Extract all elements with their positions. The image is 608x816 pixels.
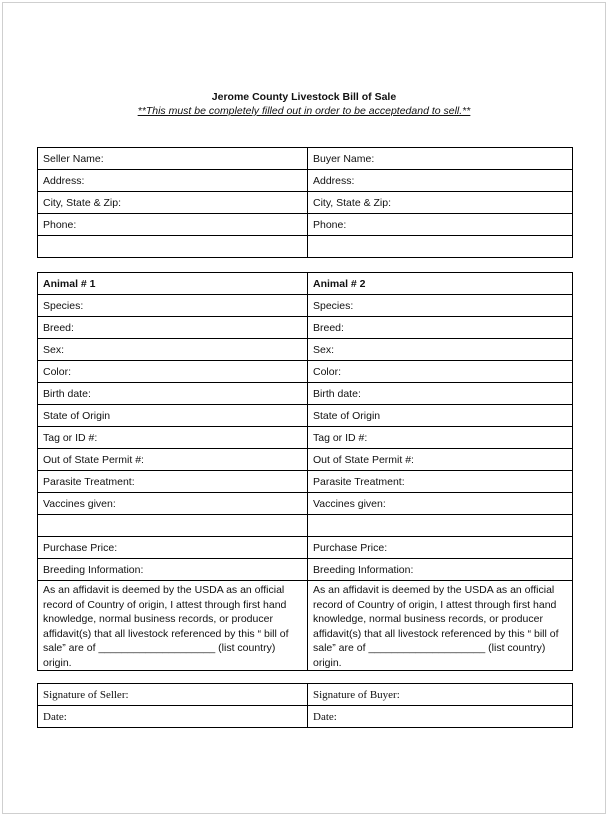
table-row (38, 449, 573, 471)
form-subtitle: **This must be completely filled out in order to be acceptedand to sell.** (137, 105, 471, 117)
buyer-blank-field[interactable] (308, 236, 573, 258)
table-row (38, 405, 573, 427)
buyer-city-state-zip-field[interactable]: City, State & Zip: (308, 192, 573, 214)
buyer-signature-field[interactable]: Signature of Buyer: (308, 684, 573, 706)
animal-1-parasite-treatment-field[interactable]: Parasite Treatment: (38, 471, 308, 493)
animal-1-vaccines-field[interactable]: Vaccines given: (38, 493, 308, 515)
animal-1-breeding-info-field[interactable]: Breeding Information: (38, 559, 308, 581)
table-row (38, 471, 573, 493)
table-row (38, 559, 573, 581)
buyer-phone-field[interactable]: Phone: (308, 214, 573, 236)
animal-2-color-field[interactable]: Color: (308, 361, 573, 383)
table-row (38, 236, 573, 258)
animal-2-header: Animal # 2 (308, 273, 573, 295)
buyer-address-field[interactable]: Address: (308, 170, 573, 192)
animal-1-species-field[interactable]: Species: (38, 295, 308, 317)
seller-blank-field[interactable] (38, 236, 308, 258)
table-row (38, 515, 573, 537)
animal-2-tag-id-field[interactable]: Tag or ID #: (308, 427, 573, 449)
table-row (38, 684, 573, 706)
signature-table (37, 683, 573, 728)
animal-2-breeding-info-field[interactable]: Breeding Information: (308, 559, 573, 581)
table-row (38, 170, 573, 192)
seller-phone-field[interactable]: Phone: (38, 214, 308, 236)
table-row (38, 581, 573, 671)
animal-2-breed-field[interactable]: Breed: (308, 317, 573, 339)
animal-1-state-of-origin-field[interactable]: State of Origin (38, 405, 308, 427)
animal-1-breed-field[interactable]: Breed: (38, 317, 308, 339)
table-row (38, 295, 573, 317)
animal-2-permit-field[interactable]: Out of State Permit #: (308, 449, 573, 471)
seller-signature-field[interactable]: Signature of Seller: (38, 684, 308, 706)
table-row (38, 383, 573, 405)
animal-1-header: Animal # 1 (38, 273, 308, 295)
parties-table (37, 147, 573, 258)
table-row (38, 148, 573, 170)
buyer-date-field[interactable]: Date: (308, 706, 573, 728)
table-row (38, 493, 573, 515)
table-row (38, 706, 573, 728)
table-row (38, 537, 573, 559)
animal-1-permit-field[interactable]: Out of State Permit #: (38, 449, 308, 471)
table-row (38, 427, 573, 449)
animal-2-affidavit-text: As an affidavit is deemed by the USDA as an official record of Country of origin, I attest through first hand knowledge, normal business records, or producer affidavit(s) that all livestock referenced by this “ bill of sale” are of ____________________ (list country) origin. (308, 581, 573, 671)
animal-2-purchase-price-field[interactable]: Purchase Price: (308, 537, 573, 559)
table-row (38, 339, 573, 361)
seller-address-field[interactable]: Address: (38, 170, 308, 192)
animals-table (37, 272, 573, 671)
seller-name-field[interactable]: Seller Name: (38, 148, 308, 170)
animal-2-blank-field[interactable] (308, 515, 573, 537)
animal-1-purchase-price-field[interactable]: Purchase Price: (38, 537, 308, 559)
animal-2-parasite-treatment-field[interactable]: Parasite Treatment: (308, 471, 573, 493)
table-row (38, 317, 573, 339)
animal-2-vaccines-field[interactable]: Vaccines given: (308, 493, 573, 515)
seller-city-state-zip-field[interactable]: City, State & Zip: (38, 192, 308, 214)
table-row (38, 192, 573, 214)
animal-1-birth-date-field[interactable]: Birth date: (38, 383, 308, 405)
buyer-name-field[interactable]: Buyer Name: (308, 148, 573, 170)
table-row (38, 273, 573, 295)
animal-1-blank-field[interactable] (38, 515, 308, 537)
animal-1-tag-id-field[interactable]: Tag or ID #: (38, 427, 308, 449)
table-row (38, 214, 573, 236)
seller-date-field[interactable]: Date: (38, 706, 308, 728)
form-title: Jerome County Livestock Bill of Sale (211, 91, 397, 103)
animal-2-birth-date-field[interactable]: Birth date: (308, 383, 573, 405)
animal-1-sex-field[interactable]: Sex: (38, 339, 308, 361)
animal-2-species-field[interactable]: Species: (308, 295, 573, 317)
animal-1-color-field[interactable]: Color: (38, 361, 308, 383)
animal-1-affidavit-text: As an affidavit is deemed by the USDA as an official record of Country of origin, I attest through first hand knowledge, normal business records, or producer affidavit(s) that all livestock referenced by this “ bill of sale” are of ____________________ (list country) origin. (38, 581, 308, 671)
table-row (38, 361, 573, 383)
animal-2-state-of-origin-field[interactable]: State of Origin (308, 405, 573, 427)
animal-2-sex-field[interactable]: Sex: (308, 339, 573, 361)
